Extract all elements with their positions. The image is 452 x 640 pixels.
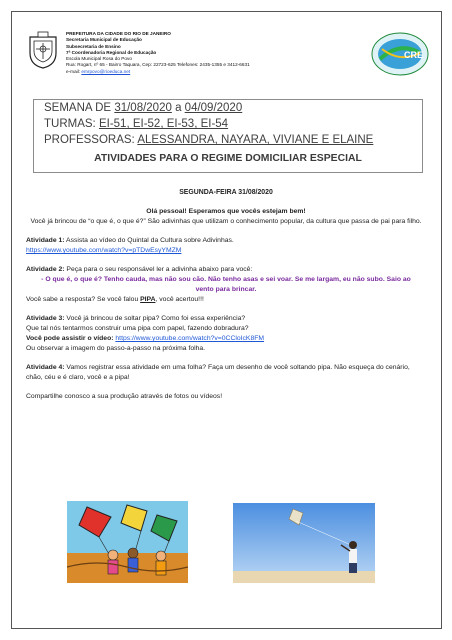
activities-content [26, 186, 426, 402]
activity-3-video: Você pode assistir o vídeo: https://www.youtube.com/watch?v=0CCloIcK8FM [26, 335, 265, 342]
activity-3: Atividade 3: Você já brincou de soltar pipa? Como foi essa experiência? [26, 315, 246, 322]
email-label: e-mail: [66, 68, 82, 74]
professoras-line: PROFESSORAS: ALESSANDRA, NAYARA, VIVIANE E ELAINE [44, 134, 374, 146]
box-title: ATIVIDADES PARA O REGIME DOMICILIAR ESPECIAL [94, 153, 362, 164]
city-crest-icon [26, 31, 60, 69]
riddle-text: - O que é, o que é? Tenho cauda, mas não sou cão. Não tenho asas e sei voar. Se me largam, eu não subo. Saio ao vento para brincar. [41, 276, 411, 293]
letterhead-line-3: Subsecretaria de Ensino [66, 43, 121, 49]
activity-4: Atividade 4: Vamos registrar essa atividade em uma folha? Faça um desenho de você soltando pipa. Não esqueça do cenário, chão, céu e é claro, você e a pipa! [26, 364, 410, 381]
day-heading: SEGUNDA-FEIRA 31/08/2020 [179, 189, 273, 196]
letterhead [26, 31, 426, 89]
answer-text: Você sabe a resposta? Se você falou PIPA, você acertou!!! [26, 296, 204, 303]
email-link[interactable]: emrpovo@rioeduca.net [81, 68, 131, 74]
greeting: Olá pessoal! Esperamos que vocês estejam bem! [146, 208, 306, 215]
letterhead-line-4: 7ª Coordenadoria Regional de Educação [66, 49, 157, 55]
activity-2: Atividade 2: Peça para o seu responsável ler a adivinha abaixo para você: [26, 266, 253, 273]
info-box [33, 99, 423, 173]
letterhead-line-5: Escola Municipal Rosa do Povo [66, 56, 132, 62]
activity-3-link[interactable]: https://www.youtube.com/watch?v=0CCloIcK8FM [115, 335, 265, 342]
svg-text:CRE: CRE [404, 50, 424, 60]
boy-kite-photo [233, 503, 375, 583]
activity-3-line-4: Ou observar a imagem do passo-a-passo na próxima folha. [26, 345, 206, 352]
letterhead-line-1: PREFEITURA DA CIDADE DO RIO DE JANEIRO [66, 31, 171, 36]
letterhead-line-6: Rua: Rogart, nº 65 - Bairro Taquara, Cep: 22723-625 Telefones: 2435-1355 e 3412-6631 [66, 62, 250, 68]
letterhead-line-2: Secretaria Municipal de Educação [66, 37, 142, 43]
semana-line: SEMANA DE 31/08/2020 a 04/09/2020 [44, 102, 243, 114]
activity-1: Atividade 1: Assista ao vídeo do Quintal da Cultura sobre Adivinhas. [26, 237, 234, 244]
closing-text: Compartilhe conosco a sua produção através de fotos ou vídeos! [26, 393, 223, 400]
kite-painting-image [67, 501, 188, 583]
activity-3-line-2: Que tal nós tentarmos construir uma pipa com papel, fazendo dobradura? [26, 325, 249, 332]
intro-text: Você já brincou de “o que é, o que é?” São adivinhas que utilizam o conhecimento popular, da cultura que passa de pai para filho. [30, 218, 422, 225]
activity-1-link[interactable]: https://www.youtube.com/watch?v=pTDwEsyYMZM [26, 247, 182, 254]
cre-logo-icon [370, 31, 430, 77]
letterhead-text [66, 31, 250, 75]
turmas-line: TURMAS: EI-51, EI-52, EI-53, EI-54 [44, 118, 229, 130]
